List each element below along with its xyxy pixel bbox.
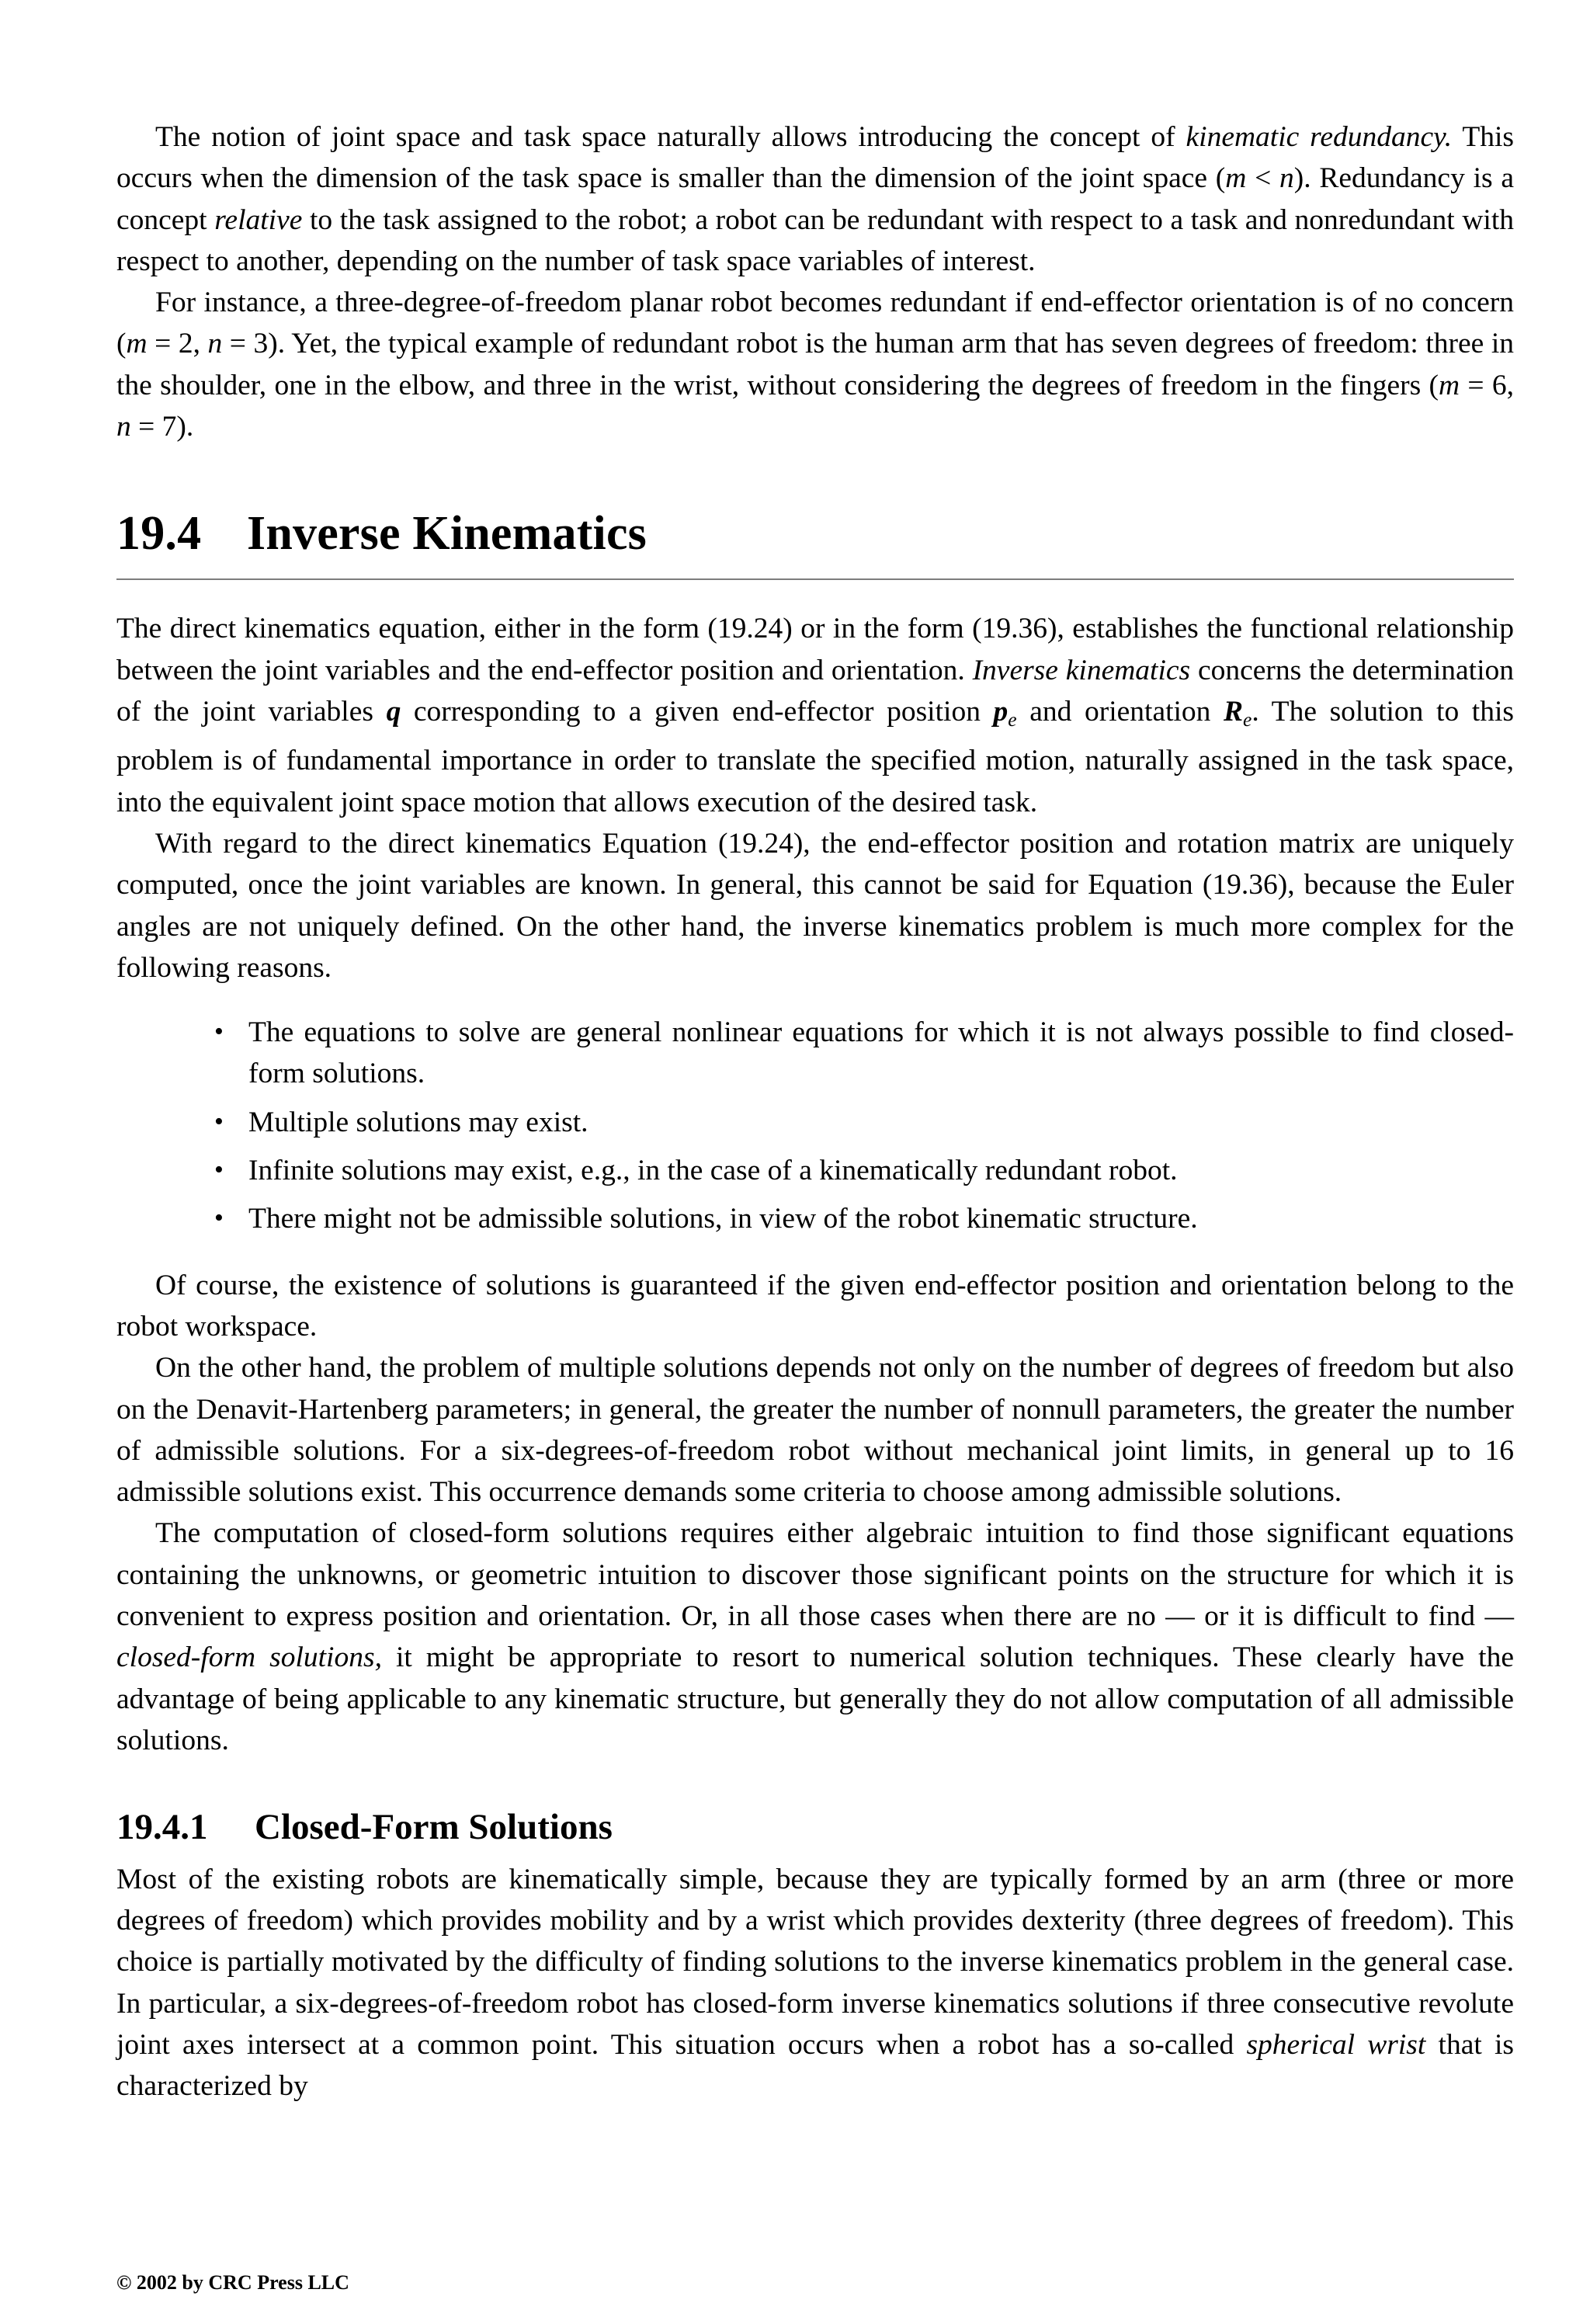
p1-text-b: This occurs when the dimension of the task space is smaller than the dimension of the joint space ( (116, 121, 1514, 195)
p1-italic-kinematic-redundancy: kinematic redundancy. (1186, 121, 1453, 153)
p8-text-b: that is characterized by (116, 2029, 1514, 2103)
page-footer-copyright: © 2002 by CRC Press LLC (116, 2270, 349, 2294)
math-var-m-3: m (1438, 369, 1460, 401)
list-item: • There might not be admissible solutions, in view of the robot kinematic structure. (213, 1198, 1514, 1239)
math-var-n-3: n (116, 411, 131, 443)
paragraph-direct-kinematics-equation: With regard to the direct kinematics Equation (19.24), the end-effector position and rotation matrix are uniquely computed, once the joint variables are known. In general, this cannot be said for Equation (19.36), because the Euler angles are not uniquely defined. On the other hand, the inverse kinematics problem is much more complex for the following reasons. (116, 827, 1514, 984)
p3-text-e: . The solution to this problem is of fundamental importance in order to translate the specified motion, naturally assigned in the task space, into the equivalent joint space motion that allows execution of the desired task. (116, 695, 1514, 818)
p3-text-b: concerns the determination of the joint variables (116, 654, 1514, 728)
p2-text-a: For instance, a three-degree-of-freedom planar robot becomes redundant if end-effector orientation is of no concern ( (116, 287, 1514, 360)
math-var-m: m (1225, 162, 1247, 195)
p2-eq2: = 3 (222, 328, 269, 360)
paragraph-multiple-solutions: On the other hand, the problem of multiple solutions depends not only on the number of degrees of freedom but also on the Denavit-Hartenberg parameters; in general, the greater the number of nonnull parameters, the greater the number of admissible solutions. For a six-degrees-of-freedom robot without mechanical joint limits, in general up to 16 admissible solutions exist. This occurrence demands some criteria to choose among admissible solutions. (116, 1352, 1514, 1509)
paragraph-spherical-wrist (116, 1859, 1514, 2107)
math-var-p: p (993, 695, 1009, 728)
p2-text-b: ). Yet, the typical example of redundant robot is the human arm that has seven degrees of freedom: three in the shoulder, one in the elbow, and three in the wrist, without considering the degrees of freedom in the fingers ( (116, 328, 1514, 401)
math-sub-e-1: e (1008, 708, 1017, 731)
p1-text-c: ). Redundancy is a concept (116, 162, 1514, 236)
paragraph-closed-form-computation (116, 1513, 1514, 1761)
list-item: • The equations to solve are general nonlinear equations for which it is not always possible to find closed-form solutions. (213, 1012, 1514, 1095)
p1-italic-relative: relative (214, 203, 303, 236)
list-item: • Multiple solutions may exist. (213, 1102, 1514, 1143)
section-heading (116, 508, 1514, 560)
paragraph-existence-of-solutions: Of course, the existence of solutions is guaranteed if the given end-effector position and orientation belong to the robot workspace. (116, 1269, 1514, 1343)
math-sub-e-2: e (1243, 708, 1252, 731)
paragraph-planar-robot-example (116, 282, 1514, 447)
section-number: 19.4 (116, 507, 202, 561)
subsection-title: Closed-Form Solutions (255, 1807, 613, 1848)
p1-text-d: to the task assigned to the robot; a robot can be redundant with respect to a task and nonredundant with respect to another, depending on the number of task space variables of interest. (116, 203, 1514, 277)
page-content (116, 116, 1514, 2107)
p7-text-b: it might be appropriate to resort to numerical solution techniques. These clearly have the advantage of being applicable to any kinematic structure, but generally they do not allow computation of all admissible solutions. (116, 1641, 1514, 1756)
paragraph-kinematic-redundancy (116, 116, 1514, 282)
p1-lt: < (1246, 162, 1280, 195)
p1-text-a: The notion of joint space and task space naturally allows introducing the concept of (155, 121, 1186, 153)
p2-text-c: ). (176, 411, 194, 443)
paragraph-direct-kinematics (116, 608, 1514, 823)
math-var-n-2: n (207, 328, 223, 360)
math-var-m-2: m (126, 328, 148, 360)
p3-italic-inverse-kinematics: Inverse kinematics (972, 654, 1191, 686)
p8-italic-spherical-wrist: spherical wrist (1246, 2029, 1426, 2062)
subsection-heading (116, 1808, 1514, 1848)
p2-eq1: = 2, (147, 328, 208, 360)
p3-text-c: corresponding to a given end-effector position (401, 695, 994, 728)
p2-eq4: = 7 (130, 411, 177, 443)
p7-italic-closed-form-solutions: closed-form solutions, (116, 1641, 382, 1674)
section-title: Inverse Kinematics (247, 507, 647, 561)
p3-text-d: and orientation (1016, 695, 1224, 728)
p7-text-a: The computation of closed-form solutions requires either algebraic intuition to find those significant equations containing the unknowns, or geometric intuition to discover those significant points on the structure for which it is convenient to express position and orientation. Or, in all those cases when there are no — or it is difficult to find — (116, 1517, 1514, 1632)
math-var-n: n (1279, 162, 1294, 195)
p2-eq3: = 6, (1460, 369, 1514, 401)
list-item: • Infinite solutions may exist, e.g., in the case of a kinematically redundant robot. (213, 1150, 1514, 1191)
subsection-number: 19.4.1 (116, 1807, 208, 1848)
p3-text-a: The direct kinematics equation, either in the form (19.24) or in the form (19.36), establishes the functional relationship between the joint variables and the end-effector position and orientation. (116, 613, 1514, 686)
p8-text-a: Most of the existing robots are kinematically simple, because they are typically formed by an arm (three or more degrees of freedom) which provides mobility and by a wrist which provides dexterity (three degrees of freedom). This choice is partially motivated by the difficulty of finding solutions to the inverse kinematics problem in the general case. In particular, a six-degrees-of-freedom robot has closed-form inverse kinematics solutions if three consecutive revolute joint axes intersect at a common point. This situation occurs when a robot has a so-called (116, 1863, 1514, 2062)
reasons-bullet-list (116, 1012, 1514, 1239)
section-rule (116, 578, 1514, 580)
math-var-q: q (386, 695, 401, 728)
math-var-R: R (1224, 695, 1244, 728)
